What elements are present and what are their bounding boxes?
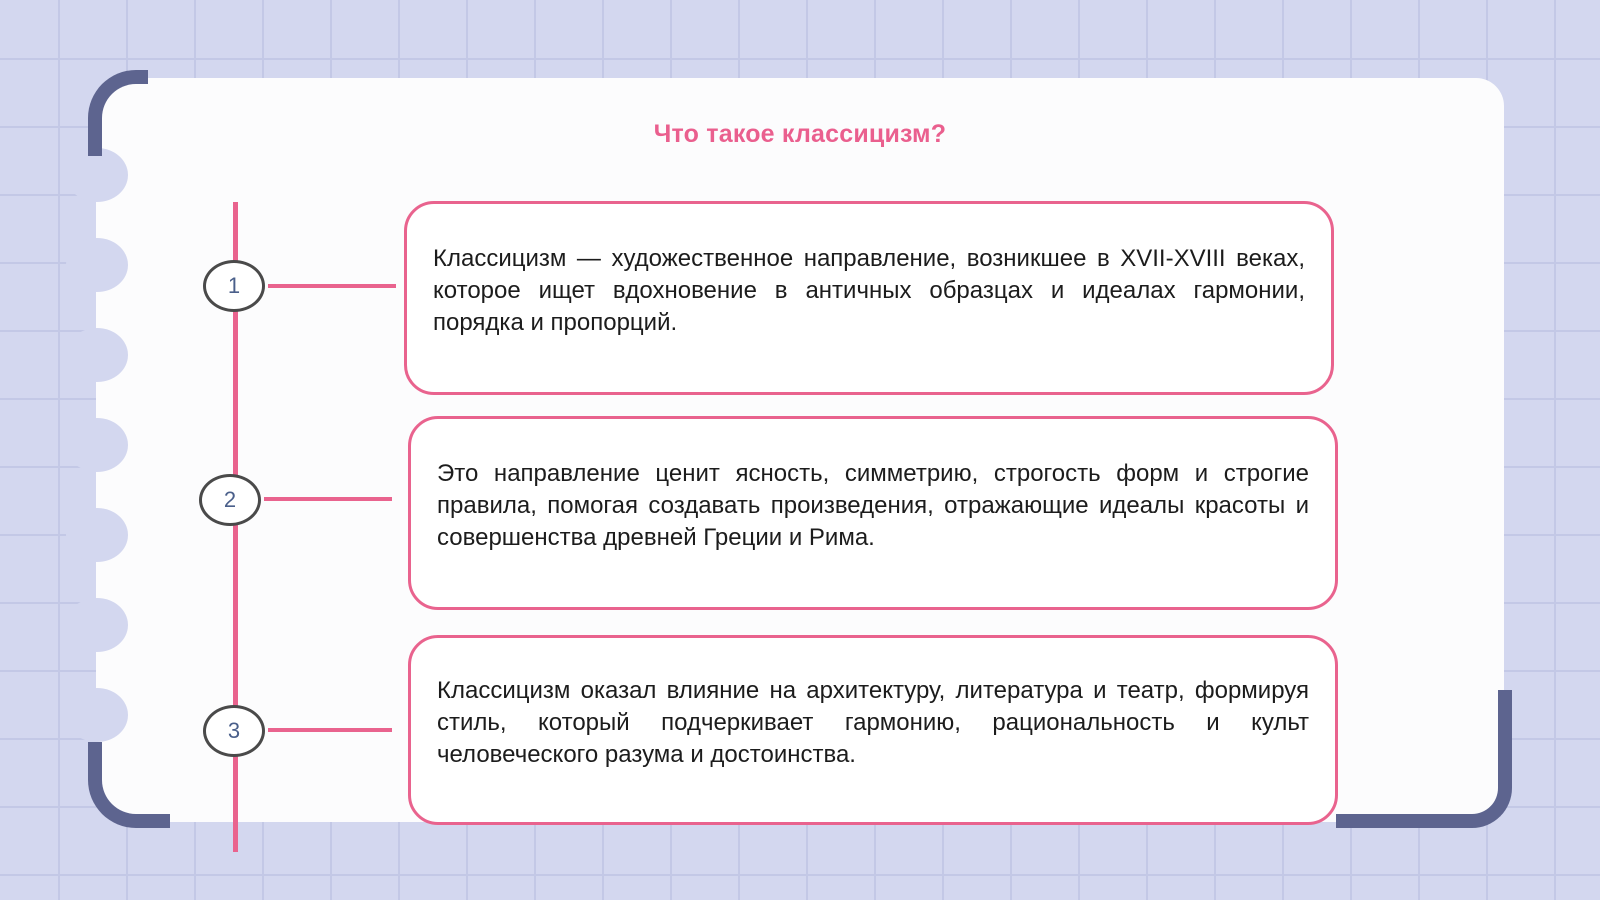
scallop-decoration bbox=[66, 328, 128, 382]
scallop-decoration bbox=[66, 148, 128, 202]
step-number-1: 1 bbox=[203, 260, 265, 312]
connector-line-3 bbox=[268, 728, 392, 732]
scallop-decoration bbox=[66, 598, 128, 652]
connector-line-1 bbox=[268, 284, 396, 288]
info-card-2 bbox=[408, 416, 1338, 610]
info-card-text-2: Это направление ценит ясность, симметрию, строгость форм и строгие правила, помогая создавать произведения, отражающие идеалы красоты и совершенства древней Греции и Рима. bbox=[437, 460, 1309, 551]
connector-line-2 bbox=[264, 497, 392, 501]
slide-title: Что такое классицизм? bbox=[653, 120, 947, 148]
info-card-text-1: Классицизм — художественное направление, возникшее в XVII-XVIII веках, которое ищет вдохновение в античных образцах и идеалах гармонии, порядка и пропорций. bbox=[433, 245, 1305, 336]
frame-corner-bottom-left bbox=[88, 742, 170, 828]
frame-corner-bottom-right bbox=[1336, 690, 1512, 828]
scallop-decoration bbox=[66, 238, 128, 292]
scallop-decoration bbox=[66, 508, 128, 562]
scallop-decoration bbox=[66, 688, 128, 742]
info-card-1 bbox=[404, 201, 1334, 395]
info-card-text-3: Классицизм оказал влияние на архитектуру, литература и театр, формируя стиль, который подчеркивает гармонию, рациональность и культ человеческого разума и достоинства. bbox=[437, 677, 1309, 768]
info-card-3 bbox=[408, 635, 1338, 825]
step-number-3: 3 bbox=[203, 705, 265, 757]
step-number-2: 2 bbox=[199, 474, 261, 526]
scallop-decoration bbox=[66, 418, 128, 472]
